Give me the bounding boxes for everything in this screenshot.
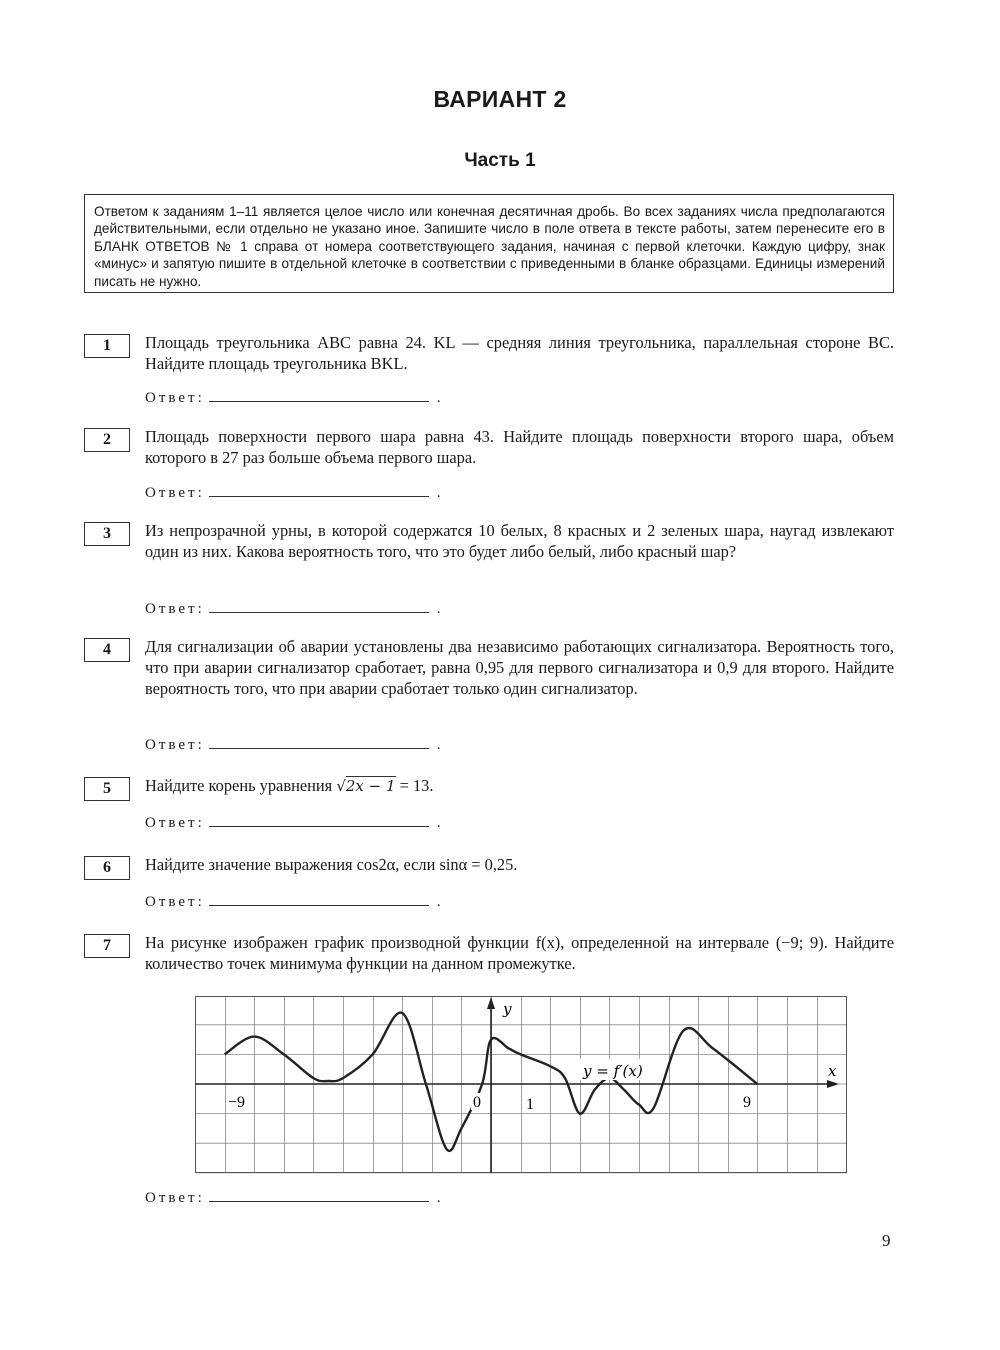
- page-title: ВАРИАНТ 2: [433, 86, 567, 112]
- answer-field[interactable]: [209, 484, 429, 497]
- answer-row: Ответ: .: [145, 894, 441, 910]
- answer-field[interactable]: [209, 893, 429, 906]
- task-text-suffix: = 13.: [395, 776, 434, 795]
- answer-label: Ответ:: [145, 737, 205, 753]
- answer-label: Ответ:: [145, 390, 205, 406]
- answer-label: Ответ:: [145, 1190, 205, 1206]
- answer-row: Ответ: .: [145, 390, 441, 406]
- task-text: Площадь треугольника ABC равна 24. KL — средняя линия треугольника, параллельная стороне BC. Найдите площадь треугольника BKL.: [145, 333, 894, 373]
- task-text-prefix: Найдите корень уравнения: [145, 776, 333, 795]
- instructions-box: Ответом к заданиям 1–11 является целое число или конечная десятичная дробь. Во всех заданиях числа предполагаются действительными, если отдельно не указано иное. Запишите число в поле ответа в тексте работы, затем перенесите его в БЛАНК ОТВЕТОВ № 1 справа от номера соответствующего задания, начиная с первой клеточки. Каждую цифру, знак «минус» и запятую пишите в отдельной клеточке в соответствии с приведенными в бланке образцами. Единицы измерений писать не нужно.: [84, 194, 894, 293]
- tick-label-9: 9: [743, 1094, 751, 1111]
- task-text: Площадь поверхности первого шара равна 43. Найдите площадь поверхности второго шара, объем которого в 27 раз больше объема первого шара.: [145, 427, 894, 467]
- page-number: 9: [882, 1231, 891, 1250]
- task-number: 5: [84, 777, 130, 801]
- answer-row: Ответ: .: [145, 737, 441, 753]
- task-number: 4: [84, 638, 130, 662]
- task-text: [145, 775, 894, 797]
- sqrt-expression: √2x − 1: [336, 777, 396, 795]
- task-text: Найдите значение выражения cos2α, если sinα = 0,25.: [145, 855, 518, 874]
- task-text: Для сигнализации об аварии установлены два независимо работающих сигнализатора. Вероятность того, что при аварии сигнализатор сработает, равна 0,95 для первого сигнализатора и 0,9 для второго. Найдите вероятность того, что при аварии сработает только один сигнализатор.: [145, 637, 894, 698]
- answer-label: Ответ:: [145, 485, 205, 501]
- task-number: 6: [84, 856, 130, 880]
- answer-row: Ответ: .: [145, 485, 441, 501]
- answer-field[interactable]: [209, 1189, 429, 1202]
- function-label: y = f′(x): [583, 1062, 643, 1080]
- tick-label-1: 1: [526, 1096, 534, 1113]
- task-number: 1: [84, 334, 130, 358]
- answer-field[interactable]: [209, 814, 429, 827]
- answer-label: Ответ:: [145, 601, 205, 617]
- tick-label-neg9: −9: [228, 1094, 246, 1111]
- y-axis-arrow: [487, 997, 495, 1009]
- task-number: 7: [84, 934, 130, 958]
- part-title: Часть 1: [464, 150, 536, 171]
- tick-label-0: 0: [473, 1094, 481, 1111]
- y-axis-label: y: [503, 1000, 512, 1018]
- answer-field[interactable]: [209, 736, 429, 749]
- x-axis-arrow: [827, 1080, 839, 1088]
- answer-field[interactable]: [209, 389, 429, 402]
- task-number: 3: [84, 522, 130, 546]
- answer-label: Ответ:: [145, 894, 205, 910]
- task-text: Из непрозрачной урны, в которой содержатся 10 белых, 8 красных и 2 зеленых шара, наугад извлекают один из них. Какова вероятность того, что это будет либо белый, либо красный шар?: [145, 521, 894, 561]
- task-text: На рисунке изображен график производной функции f(x), определенной на интервале (−9; 9). Найдите количество точек минимума функции на данном промежутке.: [145, 933, 894, 973]
- x-axis-label: x: [828, 1062, 837, 1080]
- answer-field[interactable]: [209, 600, 429, 613]
- radicand: 2x − 1: [345, 777, 396, 795]
- answer-row: Ответ: .: [145, 815, 441, 831]
- answer-label: Ответ:: [145, 815, 205, 831]
- derivative-graph: [195, 996, 848, 1174]
- answer-row: Ответ: .: [145, 1190, 441, 1206]
- task-number: 2: [84, 428, 130, 452]
- answer-row: Ответ: .: [145, 601, 441, 617]
